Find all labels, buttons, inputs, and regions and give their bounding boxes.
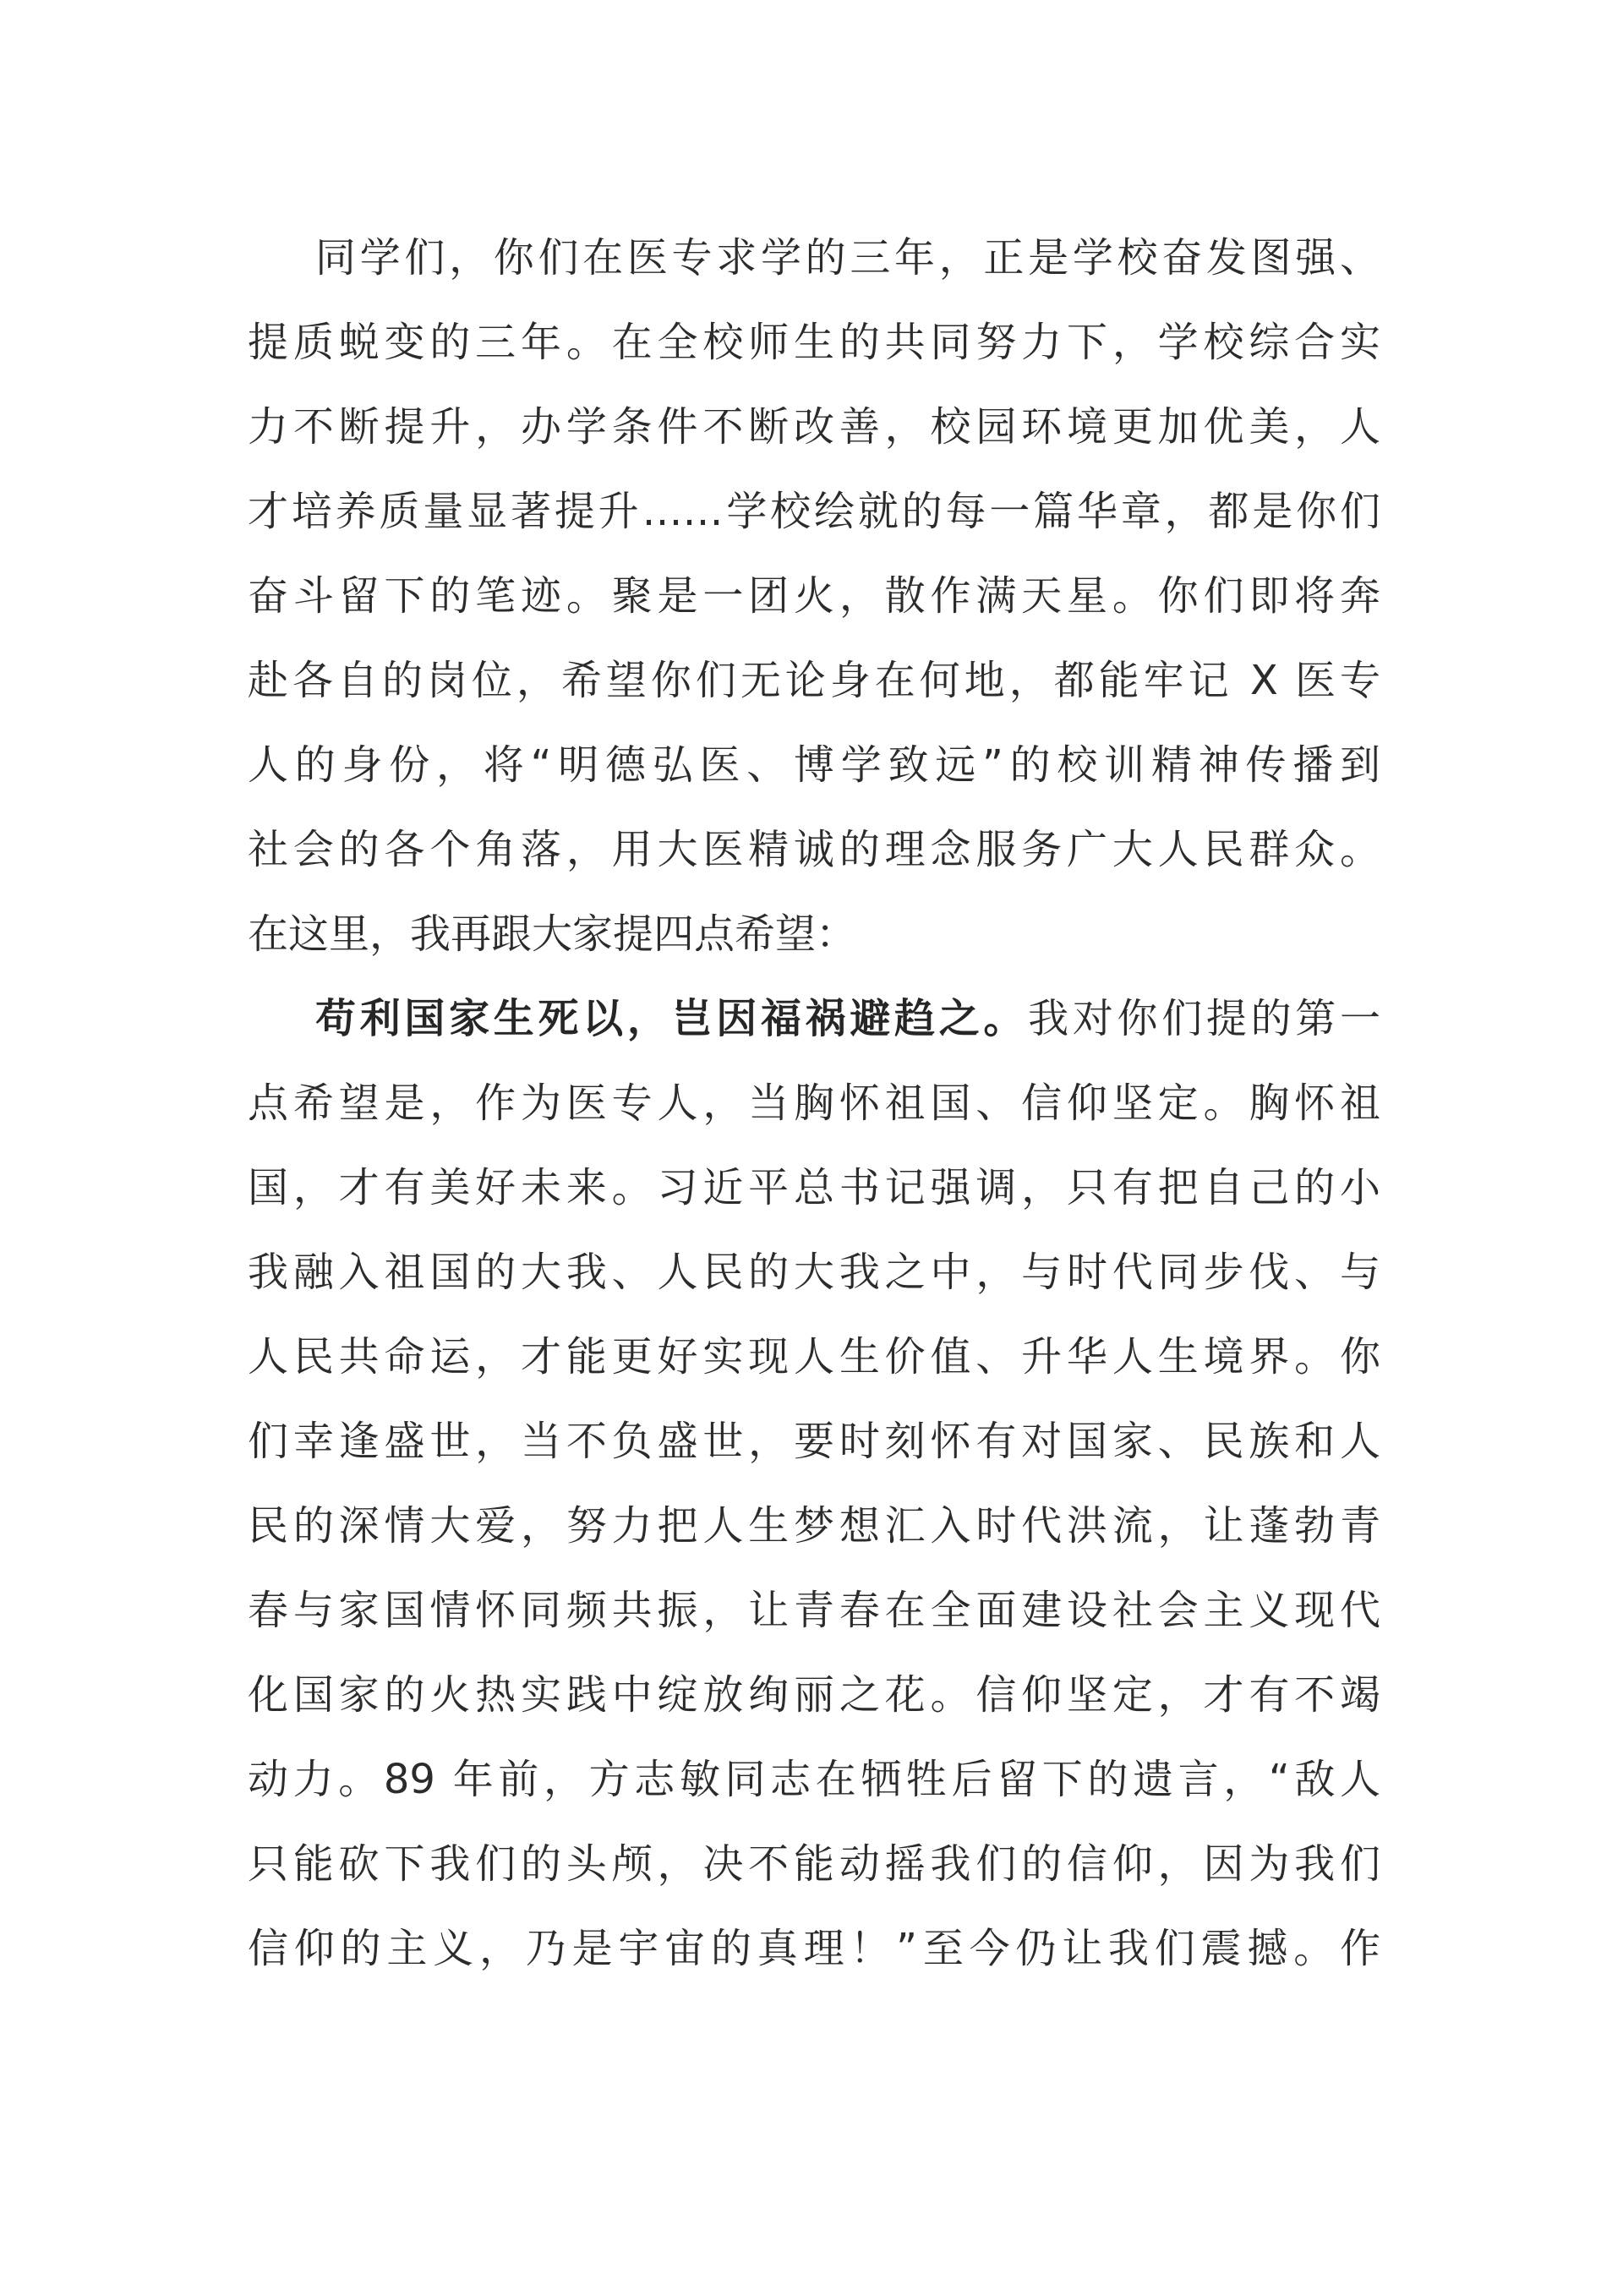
paragraph-line: 我融入祖国的大我、人民的大我之中，与时代同步伐、与	[248, 1249, 1380, 1296]
paragraph-line: 社会的各个角落，用大医精诚的理念服务广大人民群众。	[248, 826, 1380, 873]
document-body	[248, 216, 1380, 1991]
paragraph-intro	[248, 216, 1380, 976]
paragraph-line: 奋斗留下的笔迹。聚是一团火，散作满天星。你们即将奔	[248, 572, 1380, 620]
paragraph-line: 春与家国情怀同频共振，让青春在全面建设社会主义现代	[248, 1587, 1380, 1634]
paragraph-line: 力不断提升，办学条件不断改善，校园环境更加优美，人	[248, 403, 1380, 451]
paragraph-line: 化国家的火热实践中绽放绚丽之花。信仰坚定，才有不竭	[248, 1671, 1380, 1719]
paragraph-line: 们幸逢盛世，当不负盛世，要时刻怀有对国家、民族和人	[248, 1418, 1380, 1465]
paragraph-line: 点希望是，作为医专人，当胸怀祖国、信仰坚定。胸怀祖	[248, 1080, 1380, 1127]
paragraph-line: 人的身份，将“明德弘医、博学致远”的校训精神传播到	[248, 741, 1380, 789]
paragraph-line	[248, 976, 1380, 1061]
paragraph-line: 赴各自的岗位，希望你们无论身在何地，都能牢记 X 医专	[248, 657, 1380, 704]
paragraph-line: 只能砍下我们的头颅，决不能动摇我们的信仰，因为我们	[248, 1840, 1380, 1888]
paragraph-line-rest: 我对你们提的第一	[1028, 995, 1380, 1042]
paragraph-line: 国，才有美好未来。习近平总书记强调，只有把自己的小	[248, 1164, 1380, 1211]
paragraph-line: 在这里，我再跟大家提四点希望：	[248, 910, 857, 958]
paragraph-line: 动力。89 年前，方志敏同志在牺牲后留下的遗言，“敌人	[248, 1756, 1380, 1803]
paragraph-line: 同学们，你们在医专求学的三年，正是学校奋发图强、	[315, 234, 1380, 282]
paragraph-line: 民的深情大爱，努力把人生梦想汇入时代洪流，让蓬勃青	[248, 1502, 1380, 1550]
paragraph-line: 信仰的主义，乃是宇宙的真理！”至今仍让我们震撼。作	[248, 1925, 1380, 1972]
paragraph-first-hope	[248, 976, 1380, 1991]
paragraph-line: 才培养质量显著提升……学校绘就的每一篇华章，都是你们	[248, 488, 1380, 535]
paragraph-line: 提质蜕变的三年。在全校师生的共同努力下，学校综合实	[248, 319, 1380, 366]
paragraph-line: 人民共命运，才能更好实现人生价值、升华人生境界。你	[248, 1333, 1380, 1380]
paragraph-heading: 苟利国家生死以，岂因福祸避趋之。	[315, 995, 1029, 1042]
